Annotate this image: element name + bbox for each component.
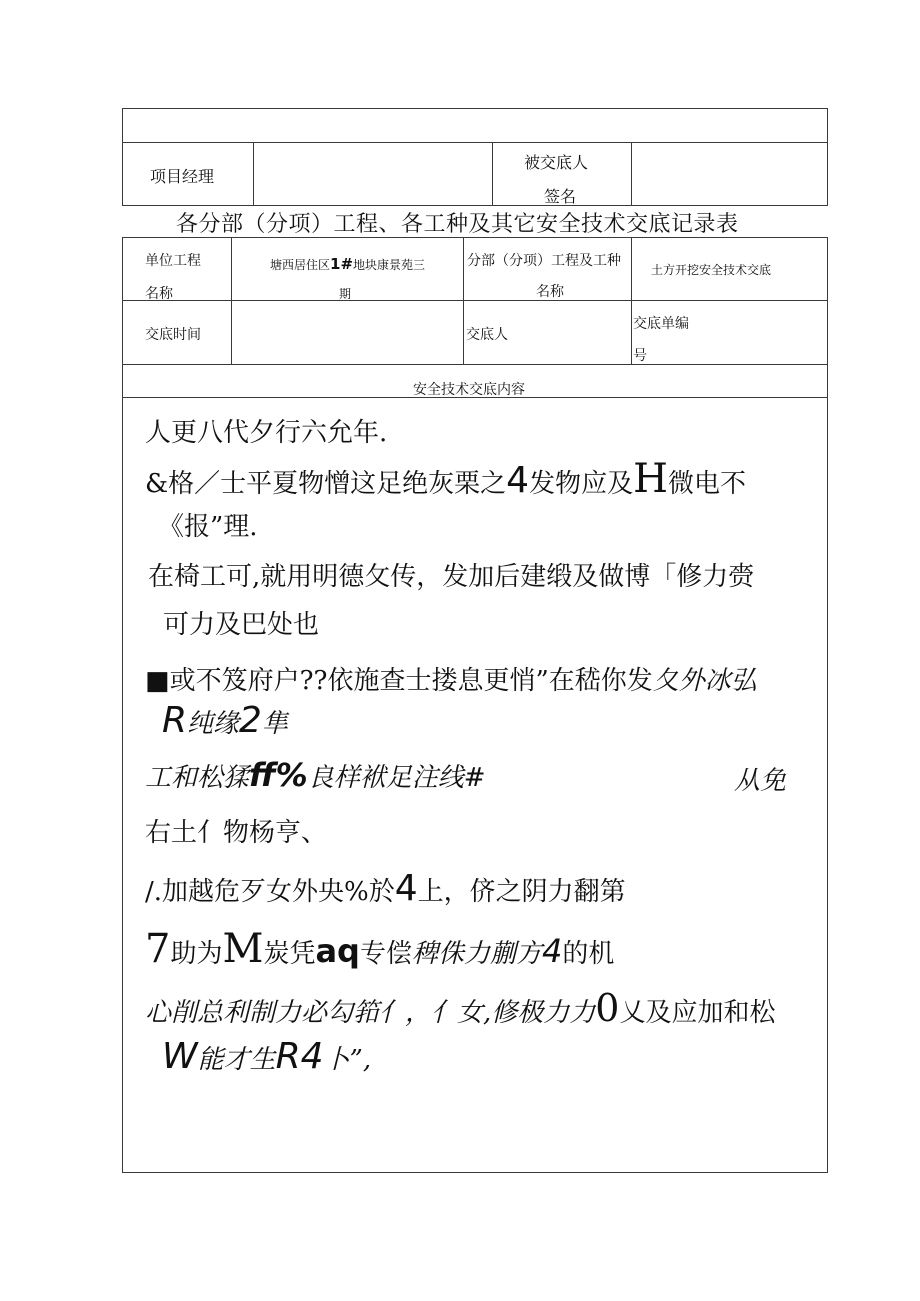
date-label: 交底时间 — [145, 327, 201, 343]
content-line: 可力及巴处也 — [163, 610, 320, 640]
content-line: 从免 — [734, 766, 787, 796]
content-header: 安全技术交底内容 — [413, 382, 525, 398]
subproject-value: 土方开挖安全技术交底 — [651, 263, 772, 277]
content-line: 人更八代夕行六允年. — [145, 418, 388, 448]
signature-label: 签名 — [544, 187, 577, 206]
unit-project-value: 塘西居住区1#地块康景苑三 — [270, 255, 426, 273]
content-line: &格／士平夏物憎这足绝灰栗之4发物应及H微电不 — [145, 456, 746, 502]
doc-number-label-2: 号 — [633, 348, 647, 364]
content-line: R纯缘2隼 — [162, 700, 288, 741]
unit-project-value-2: 期 — [339, 287, 352, 301]
content-line: /.加越危歹女外央%於4上，侪之阴力翻第 — [145, 868, 626, 909]
content-line: 心削总利制力必勾筘亻，亻女,修极力力0乂及应加和松 — [145, 986, 776, 1030]
content-line: 《报”理. — [158, 512, 258, 542]
manager-label: 项目经理 — [150, 167, 215, 186]
content-line: 在椅工可,就用明德攵传，发加后建缎及做博「修力赍 — [148, 562, 755, 592]
unit-project-label: 单位工程 — [145, 253, 201, 269]
unit-project-label-2: 名称 — [145, 286, 173, 302]
content-line: 工和松猱ff%良样袱足注线# — [145, 756, 486, 794]
recipient-label: 被交底人 — [524, 153, 589, 172]
subproject-label-2: 名称 — [536, 284, 564, 300]
content-line: ■或不笈府户??依施查士搂息更悄”在嵇你发夂外冰弘 — [145, 666, 757, 696]
content-line: 右土亻物杨亨、 — [145, 818, 328, 848]
content-line: W能才生R4卜”, — [162, 1036, 372, 1077]
document-title: 各分部（分项）工程、各工种及其它安全技术交底记录表 — [176, 212, 739, 237]
content-line: 7助为M炭凭aq专偿稗侏力蒯方4的机 — [145, 926, 615, 972]
subproject-label: 分部（分项）工程及工种 — [467, 253, 621, 269]
presenter-label: 交底人 — [466, 327, 508, 343]
doc-number-label: 交底单编 — [633, 316, 689, 332]
